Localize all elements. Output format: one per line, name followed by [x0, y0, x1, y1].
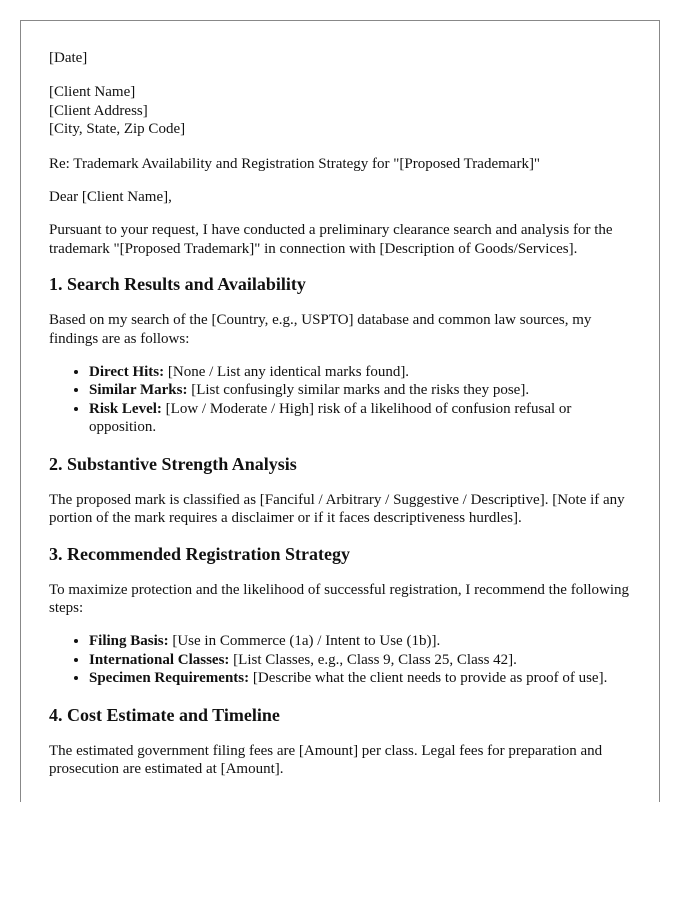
salutation: Dear [Client Name], — [49, 189, 172, 206]
list-item-text: [Use in Commerce (1a) / Intent to Use (1b)]. — [168, 633, 441, 650]
list-item — [89, 400, 635, 437]
section-heading-search-results: 1. Search Results and Availability — [49, 274, 306, 295]
list-item-label: Specimen Requirements: — [89, 670, 250, 687]
client-city-line: [City, State, Zip Code] — [49, 121, 186, 138]
section-paragraph-registration-strategy: To maximize protection and the likelihood of successful registration, I recommend the following steps: — [49, 581, 630, 616]
section-paragraph-search-results: Based on my search of the [Country, e.g., USPTO] database and common law sources, my findings are as follows: — [49, 312, 592, 347]
section-heading-registration-strategy: 3. Recommended Registration Strategy — [49, 543, 350, 564]
search-results-list — [49, 363, 635, 437]
section-heading-strength-analysis: 2. Substantive Strength Analysis — [49, 453, 297, 474]
list-item-label: International Classes: — [89, 651, 230, 668]
client-address-block — [49, 83, 635, 138]
section-paragraph-cost-estimate: The estimated government filing fees are [Amount] per class. Legal fees for preparation and prosecution are estimated at [Amount]. — [49, 742, 603, 777]
list-item — [89, 363, 635, 381]
list-item-label: Similar Marks: — [89, 382, 188, 399]
list-item — [89, 632, 635, 650]
letter-page — [20, 20, 660, 802]
list-item — [89, 669, 635, 687]
intro-paragraph: Pursuant to your request, I have conducted a preliminary clearance search and analysis for the trademark "[Proposed Trademark]" in connection with [Description of Goods/Services]. — [49, 222, 613, 257]
list-item-label: Direct Hits: — [89, 364, 165, 381]
list-item-label: Filing Basis: — [89, 633, 169, 650]
list-item-text: [List confusingly similar marks and the risks they pose]. — [187, 382, 530, 399]
registration-strategy-list — [49, 632, 635, 687]
letter-date: [Date] — [49, 50, 88, 66]
list-item-text: [Low / Moderate / High] risk of a likelihood of confusion refusal or opposition. — [89, 400, 572, 436]
re-line: Re: Trademark Availability and Registration Strategy for "[Proposed Trademark]" — [49, 155, 541, 172]
letter-body — [49, 49, 635, 793]
list-item-label: Risk Level: — [89, 400, 162, 417]
list-item-text: [None / List any identical marks found]. — [164, 364, 410, 381]
client-name-line: [Client Name] — [49, 84, 136, 101]
client-address-line: [Client Address] — [49, 102, 148, 119]
list-item-text: [List Classes, e.g., Class 9, Class 25, Class 42]. — [229, 651, 517, 668]
list-item — [89, 651, 635, 669]
list-item-text: [Describe what the client needs to provide as proof of use]. — [249, 670, 608, 687]
section-paragraph-strength-analysis: The proposed mark is classified as [Fanciful / Arbitrary / Suggestive / Descriptive]. [Note if any portion of the mark requires a disclaimer or if it faces descriptiveness hurdles]. — [49, 491, 625, 527]
section-heading-cost-estimate: 4. Cost Estimate and Timeline — [49, 704, 280, 725]
list-item — [89, 381, 635, 399]
